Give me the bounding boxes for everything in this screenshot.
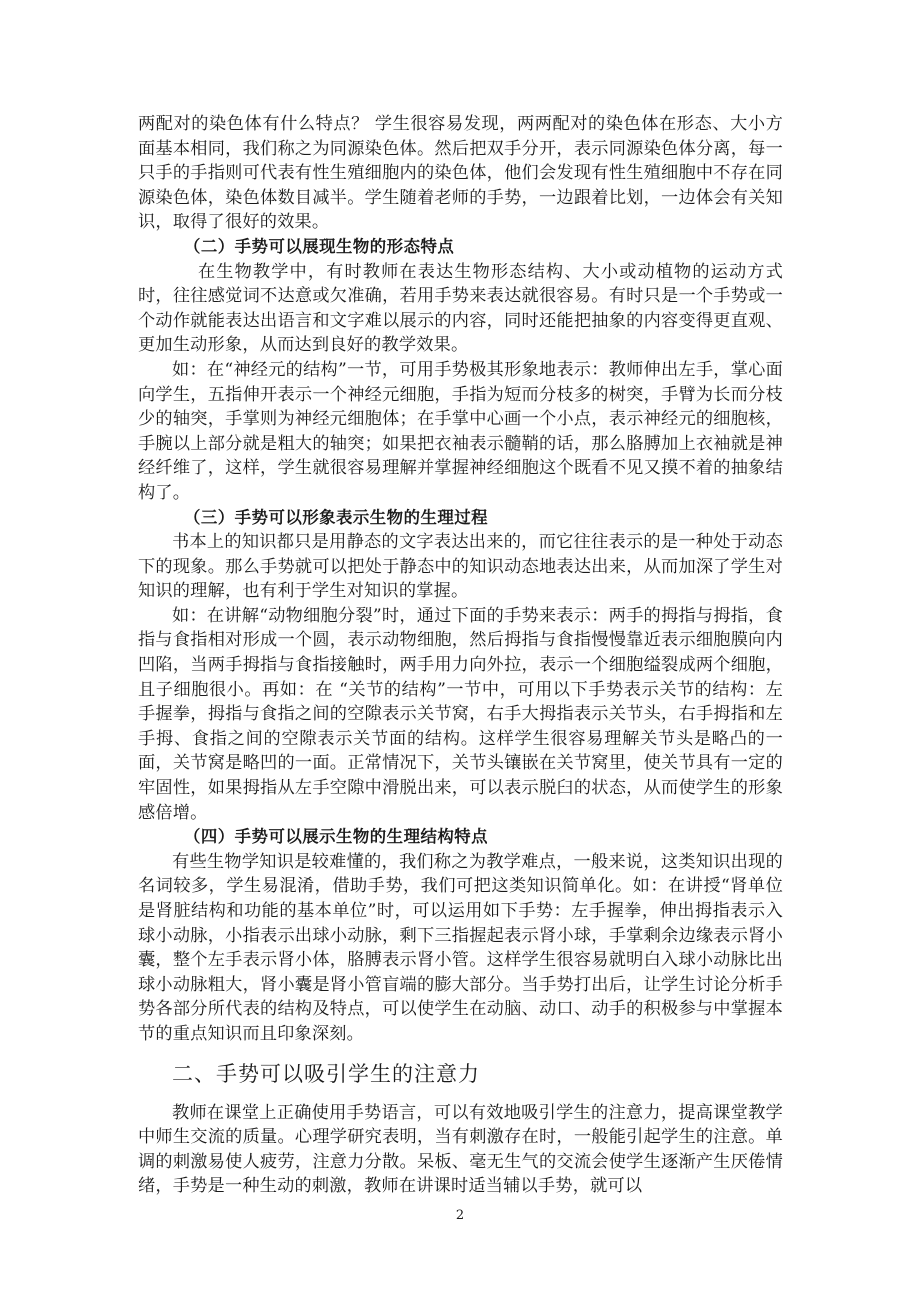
subheading-morphology: （二）手势可以展现生物的形态特点 (184, 236, 455, 256)
paragraph-cell-division-example: 如：在讲解“动物细胞分裂”时，通过下面的手势来表示：两手的拇指与拇指，食指与食指相对形成一个圆，表示动物细胞，然后拇指与食指慢慢靠近表示细胞膜向内凹陷，当两手拇指与食指接触时，两手用力向外拉，表示一个细胞缢裂成两个细胞，且子细胞很小。再如：在 “关节的结构”一节中，可用以下手势表示关节的结构：左手握拳，拇指与食指之间的空隙表示关节窝，右手大拇指表示关节头，右手拇指和左手拇、食指之间的空隙表示关节面的结构。这样学生很容易理解关节头是略凸的一面，关节窝是略凹的一面。正常情况下，关节头镶嵌在关节窝里，使关节具有一定的牢固性，如果拇指从左手空隙中滑脱出来，可以表示脱臼的状态，从而使学生的形象感倍增。 (138, 605, 783, 823)
paragraph-chromosome-continuation: 两配对的染色体有什么特点？ 学生很容易发现，两两配对的染色体在形态、大小方面基本相同，我们称之为同源染色体。然后把双手分开，表示同源染色体分离，每一只手的手指则可代表有性生殖细胞内的染色体，他们会发现有性生殖细胞中不存在同源染色体，染色体数目减半。学生随着老师的手势，一边跟着比划，一边体会有关知识，取得了很好的效果。 (138, 114, 783, 233)
paragraph-morphology-intro: 在生物教学中，有时教师在表达生物形态结构、大小或动植物的运动方式时，往往感觉词不达意或欠准确，若用手势来表达就很容易。有时只是一个手势或一个动作就能表达出语言和文字难以展示的内容，同时还能把抽象的内容变得更直观、更加生动形象，从而达到良好的教学效果。 (138, 261, 783, 356)
paragraph-neuron-example: 如：在“神经元的结构”一节，可用手势极其形象地表示：教师伸出左手，掌心面向学生，五指伸开表示一个神经元细胞，手指为短而分枝多的树突，手臂为长而分枝少的轴突，手掌则为神经元细胞体；在手掌中心画一个小点，表示神经元的细胞核，手腕以上部分就是粗大的轴突；如果把衣袖表示髓鞘的话，那么胳膊加上衣袖就是神经纤维了，这样，学生就很容易理解并掌握神经细胞这个既看不见又摸不着的抽象结构了。 (138, 359, 783, 503)
subheading-physiological-process: （三）手势可以形象表示生物的生理过程 (184, 507, 489, 527)
paragraph-attention-intro: 教师在课堂上正确使用手势语言，可以有效地吸引学生的注意力，提高课堂教学中师生交流的质量。心理学研究表明，当有刺激存在时，一般能引起学生的注意。单调的刺激易使人疲劳，注意力分散。呆板、毫无生气的交流会使学生逐渐产生厌倦情绪，手势是一种生动的刺激，教师在讲课时适当辅以手势，就可以 (138, 1102, 783, 1197)
page-number: 2 (455, 1208, 465, 1223)
paragraph-nephron-example: 有些生物学知识是较难懂的，我们称之为教学难点，一般来说，这类知识出现的名词较多，学生易混淆，借助手势，我们可把这类知识简单化。如：在讲授“肾单位是肾脏结构和功能的基本单位”时，可以运用如下手势：左手握拳，伸出拇指表示入球小动脉，小指表示出球小动脉，剩下三指握起表示肾小球，手掌剩余边缘表示肾小囊，整个左手表示肾小体，胳膊表示肾小管。这样学生很容易就明白入球小动脉比出球小动脉粗大，肾小囊是肾小管盲端的膨大部分。当手势打出后，让学生讨论分析手势各部分所代表的结构及特点，可以使学生在动脑、动口、动手的积极参与中掌握本节的重点知识而且印象深刻。 (138, 851, 783, 1044)
paragraph-process-intro: 书本上的知识都只是用静态的文字表达出来的，而它往往表示的是一种处于动态下的现象。那么手势就可以把处于静态中的知识动态地表达出来，从而加深了学生对知识的理解，也有利于学生对知识的掌握。 (138, 532, 783, 602)
subheading-structure-features: （四）手势可以展示生物的生理结构特点 (184, 827, 489, 847)
page-body (138, 112, 783, 1199)
section-heading-attention: 二、手势可以吸引学生的注意力 (172, 1061, 480, 1086)
